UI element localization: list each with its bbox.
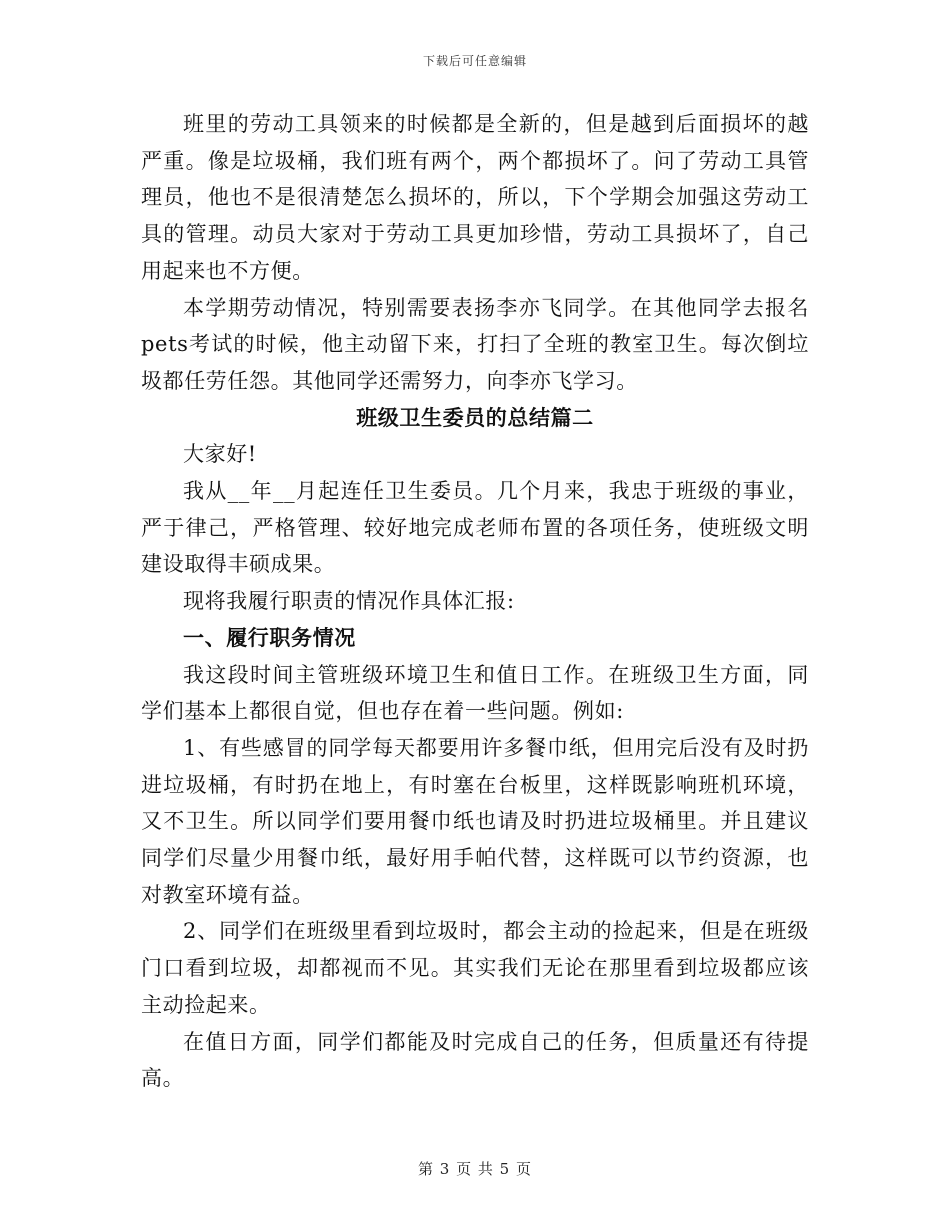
- section-heading: 一、履行职务情况: [183, 624, 356, 650]
- greeting: 大家好!: [183, 442, 257, 467]
- section-title: 班级卫生委员的总结篇二: [356, 404, 594, 430]
- paragraph-duty-quality: 在值日方面，同学们都能及时完成自己的任务，但质量还有待提高。: [141, 1029, 809, 1091]
- paragraph-intro: 我从__年__月起连任卫生委员。几个月来，我忠于班级的事业，严于律己，严格管理、较好地完成老师布置的各项任务，使班级文明建设取得丰硕成果。: [141, 479, 809, 577]
- paragraph-item-2: 2、同学们在班级里看到垃圾时，都会主动的捡起来，但是在班级门口看到垃圾，却都视而不见。其实我们无论在那里看到垃圾都应该主动捡起来。: [141, 919, 809, 1017]
- paragraph-tools: 班里的劳动工具领来的时候都是全新的，但是越到后面损坏的越严重。像是垃圾桶，我们班有两个，两个都损坏了。问了劳动工具管理员，他也不是很清楚怎么损坏的，所以，下个学期会加强这劳动工具的管理。动员大家对于劳动工具更加珍惜，劳动工具损坏了，自己用起来也不方便。: [141, 112, 809, 283]
- document-body: [141, 106, 809, 1097]
- page-header: 下载后可任意编辑: [422, 54, 527, 68]
- page-footer: 第 3 页 共 5 页: [418, 1160, 532, 1178]
- paragraph-report: 现将我履行职责的情况作具体汇报:: [183, 589, 515, 614]
- paragraph-praise: 本学期劳动情况，特别需要表扬李亦飞同学。在其他同学去报名pets考试的时候，他主动留下来，打扫了全班的教室卫生。每次倒垃圾都任劳任怨。其他同学还需努力，向李亦飞学习。: [141, 295, 809, 393]
- paragraph-item-1: 1、有些感冒的同学每天都要用许多餐巾纸，但用完后没有及时扔进垃圾桶，有时扔在地上，有时塞在台板里，这样既影响班机环境，又不卫生。所以同学们要用餐巾纸也请及时扔进垃圾桶里。并且建议同学们尽量少用餐巾纸，最好用手帕代替，这样既可以节约资源，也对教室环境有益。: [141, 735, 809, 907]
- paragraph-duties: 我这段时间主管班级环境卫生和值日工作。在班级卫生方面，同学们基本上都很自觉，但也存在着一些问题。例如:: [141, 662, 809, 724]
